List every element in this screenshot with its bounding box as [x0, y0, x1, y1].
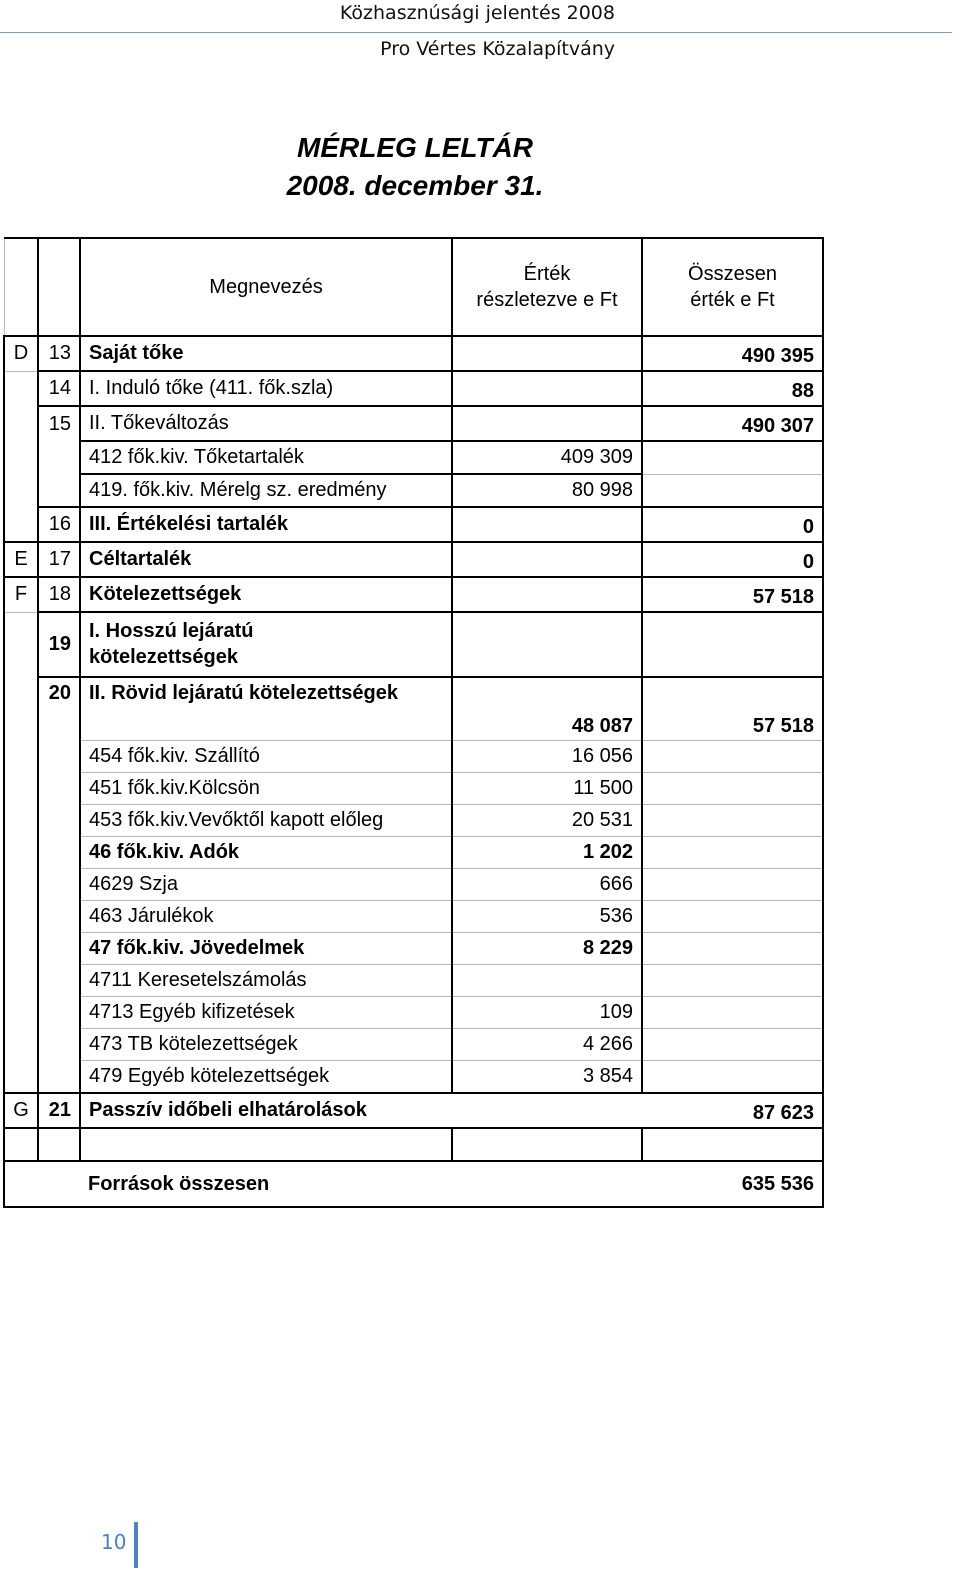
table-row: 479 Egyéb kötelezettségek 3 854 [4, 1061, 823, 1094]
column-header-detail: Érték részletezve e Ft [452, 238, 642, 336]
running-header-title: Közhasznúsági jelentés 2008 [339, 2, 615, 24]
table-row: 4713 Egyéb kifizetések 109 [4, 997, 823, 1029]
table-row: 463 Járulékok 536 [4, 901, 823, 933]
running-header-org: Pro Vértes Közalapítvány [380, 38, 615, 60]
table-row: 4711 Keresetelszámolás [4, 965, 823, 997]
table-row: 4629 Szja 666 [4, 869, 823, 901]
table-row: 451 fők.kiv.Kölcsön 11 500 [4, 773, 823, 805]
table-row: D 13 Saját tőke 490 395 [4, 336, 823, 371]
table-row: F 18 Kötelezettségek 57 518 [4, 577, 823, 612]
balance-inventory-table [3, 237, 824, 1208]
table-row: 412 fők.kiv. Tőketartalék 409 309 [4, 441, 823, 474]
summary-row [4, 1161, 823, 1207]
table-row: 47 fők.kiv. Jövedelmek 8 229 [4, 933, 823, 965]
summary-total: 635 536 [642, 1161, 823, 1207]
table-row: 419. fők.kiv. Mérelg sz. eredmény 80 998 [4, 474, 823, 507]
table-row: 14 I. Induló tőke (411. fők.szla) 88 [4, 371, 823, 406]
table-row: 454 fők.kiv. Szállító 16 056 [4, 741, 823, 773]
column-header-total: Összesen érték e Ft [642, 238, 823, 336]
page-title: MÉRLEG LELTÁR [297, 132, 533, 163]
table-row: 19 I. Hosszú lejáratú kötelezettségek [4, 612, 823, 677]
column-header-name: Megnevezés [80, 238, 452, 336]
table-header-row [4, 238, 823, 336]
table-row: 16 III. Értékelési tartalék 0 [4, 507, 823, 542]
table-row: 453 fők.kiv.Vevőktől kapott előleg 20 531 [4, 805, 823, 837]
table-row: 20 II. Rövid lejáratú kötelezettségek 48 087 57 518 [4, 677, 823, 741]
page-number: 10 [101, 1530, 127, 1554]
table-row [4, 1128, 823, 1161]
table-row: G 21 Passzív időbeli elhatárolások 87 623 [4, 1093, 823, 1128]
table-row: E 17 Céltartalék 0 [4, 542, 823, 577]
page-number-bar [134, 1522, 138, 1568]
summary-label: Források összesen [80, 1161, 452, 1207]
header-divider [0, 32, 952, 33]
table-row: 46 fők.kiv. Adók 1 202 [4, 837, 823, 869]
page-subtitle-date: 2008. december 31. [286, 170, 544, 201]
table-row: 15 II. Tőkeváltozás 490 307 [4, 406, 823, 441]
table-row: 473 TB kötelezettségek 4 266 [4, 1029, 823, 1061]
